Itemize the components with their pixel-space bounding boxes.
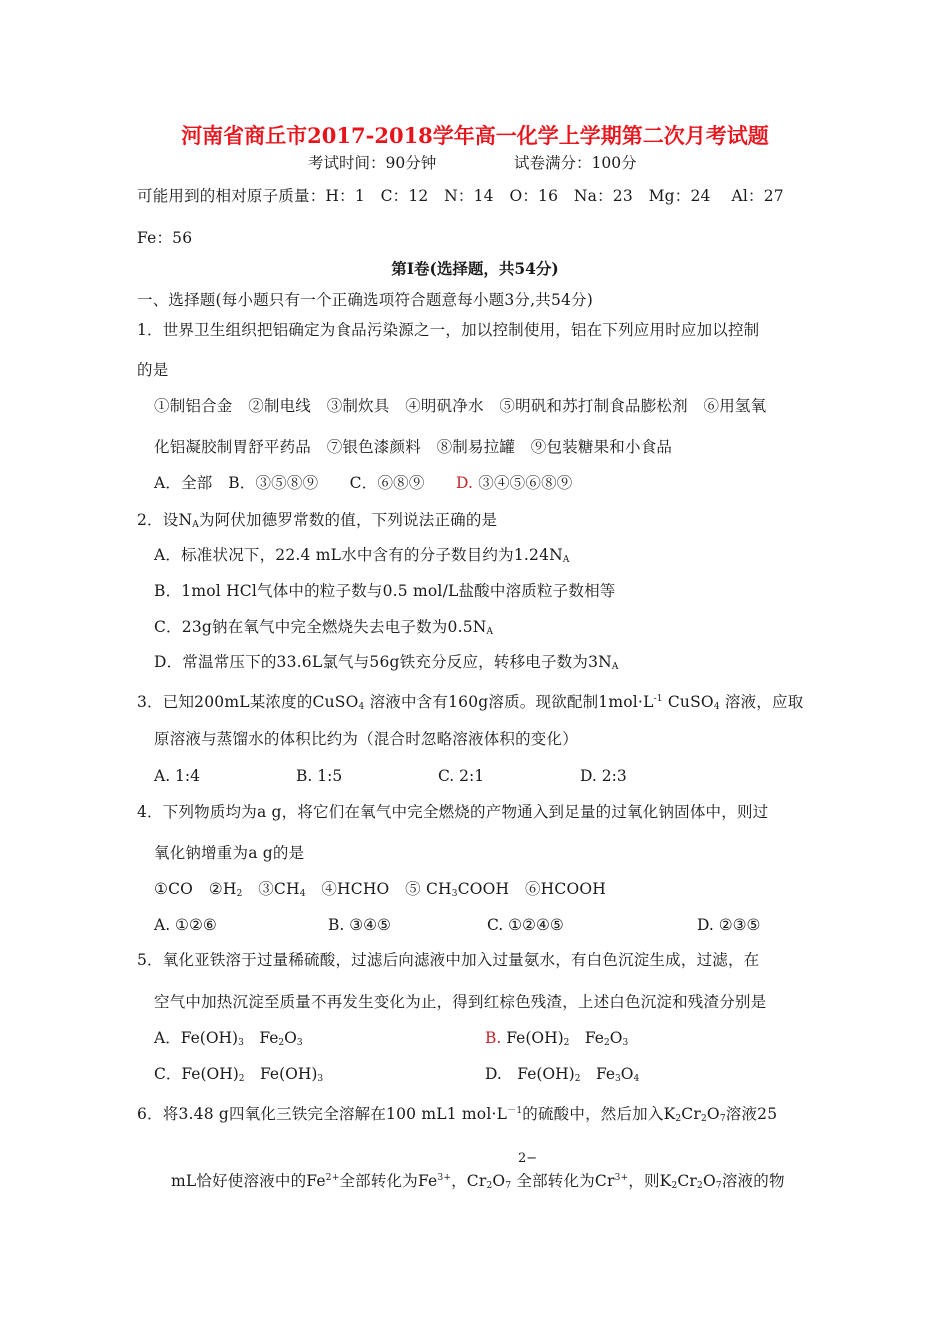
- q2-option-d-sub: A: [611, 662, 619, 672]
- q6-l2-sup2: 3+: [437, 1173, 452, 1183]
- q5-c2: Fe(OH): [244, 1065, 318, 1083]
- q2-option-a-text: A．标准状况下，22.4 mL水中含有的分子数目约为1.24N: [154, 546, 563, 564]
- q6-l2-s2: 7: [505, 1181, 512, 1191]
- q5-b2s1: 2: [603, 1038, 610, 1048]
- q4-stem-line-2: 氧化钠增重为a g的是: [154, 844, 305, 862]
- q6-l2-sup1: 2+: [325, 1173, 340, 1183]
- q5-b2: Fe: [569, 1029, 604, 1047]
- q5-b2s2: 3: [622, 1038, 629, 1048]
- q3-stem-sup: -1: [653, 694, 663, 704]
- q2-stem-sub: A: [192, 520, 199, 530]
- q4-list-b: ③CH: [242, 880, 300, 898]
- q6-dichromate-charge: 2−: [518, 1151, 538, 1166]
- full-score: 试卷满分：100分: [514, 154, 637, 172]
- q6-l2-s4: 2: [697, 1181, 703, 1191]
- q6-l1-a: 6．将3.48 g四氧化三铁完全溶解在100 mL1 mol·L: [137, 1105, 508, 1123]
- q5-d2: Fe: [580, 1065, 616, 1083]
- q1-stem-line-2: 的是: [137, 361, 169, 379]
- q1-options: [154, 473, 572, 493]
- q3-stem-s2: 4: [713, 702, 720, 712]
- q4-list-c: ④HCHO ⑤ CH: [305, 880, 452, 898]
- q3-option-b: B. 1:5: [296, 767, 343, 785]
- q6-l2-s5: 7: [715, 1181, 722, 1191]
- q3-option-a: A. 1:4: [154, 767, 200, 785]
- q6-l1-e: 溶液25: [725, 1105, 778, 1123]
- q5-a2m: O: [284, 1029, 297, 1047]
- q2-option-b: B．1mol HCl气体中的粒子数与0.5 mol/L盐酸中溶质粒子数相等: [154, 582, 616, 600]
- q4-option-c: C. ①②④⑤: [487, 916, 564, 934]
- q2-option-c: [154, 617, 493, 642]
- q1-option-d-text: ③④⑤⑥⑧⑨: [473, 474, 573, 492]
- q6-l1-s3: 7: [719, 1114, 726, 1124]
- q2-stem: [137, 510, 497, 535]
- q5-c1s: 2: [238, 1074, 245, 1084]
- q6-l1-s1: 2: [675, 1114, 682, 1124]
- q6-l1-b: 的硫酸中，然后加入K: [522, 1105, 676, 1123]
- q4-list-s3: 3: [451, 889, 458, 899]
- atomic-mass-line-2: Fe：56: [137, 229, 193, 247]
- q2-option-d: [154, 652, 619, 677]
- q2-option-c-sub: A: [486, 627, 494, 637]
- q5-a2: Fe: [243, 1029, 279, 1047]
- q1-list-line-1: ①制铝合金 ②制电线 ③制炊具 ④明矾净水 ⑤明矾和苏打制食品膨松剂 ⑥用氢氧: [154, 397, 767, 415]
- q1-stem-line-1: 1．世界卫生组织把铝确定为食品污染源之一，加以控制使用，铝在下列应用时应加以控制: [137, 321, 760, 339]
- q3-stem-c: CuSO: [662, 693, 714, 711]
- q6-l2-a: mL恰好使溶液中的Fe: [171, 1172, 326, 1190]
- q4-list-s1: 2: [236, 889, 243, 899]
- q3-option-c: C. 2:1: [438, 767, 485, 785]
- section-title: 第Ⅰ卷(选择题，共54分): [391, 259, 559, 278]
- q5-stem-line-1: 5．氧化亚铁溶于过量稀硫酸，过滤后向滤液中加入过量氨水，有白色沉淀生成，过滤，在: [137, 951, 760, 969]
- q5-option-b: [485, 1028, 628, 1053]
- q3-option-d: D. 2:3: [580, 767, 627, 785]
- q4-stem-line-1: 4．下列物质均为a g，将它们在氧气中完全燃烧的产物通入到足量的过氧化钠固体中，则过: [137, 803, 769, 821]
- q5-b1s: 2: [563, 1038, 570, 1048]
- q3-stem-line-2: 原溶液与蒸馏水的体积比约为（混合时忽略溶液体积的变化）: [154, 730, 578, 748]
- q6-l2-i: 溶液的物: [721, 1172, 785, 1190]
- q6-l2-h: O: [702, 1172, 716, 1190]
- q2-option-d-text: D．常温常压下的33.6L氯气与56g铁充分反应，转移电子数为3N: [154, 653, 612, 671]
- q6-l2-e: 全部转化为Cr: [511, 1172, 615, 1190]
- q5-b2m: O: [609, 1029, 623, 1047]
- q6-l2-f: ，则K: [628, 1172, 672, 1190]
- q4-option-b: B. ③④⑤: [328, 916, 391, 934]
- q5-b1: Fe(OH): [501, 1029, 564, 1047]
- q6-l1-c: Cr: [681, 1105, 701, 1123]
- q5-d2m: O: [620, 1065, 634, 1083]
- q5-c2s: 3: [317, 1074, 324, 1084]
- q5-a2s1: 2: [278, 1038, 285, 1048]
- q5-stem-line-2: 空气中加热沉淀至质量不再发生变化为止，得到红棕色残渣，上述白色沉淀和残渣分别是: [154, 993, 767, 1011]
- q6-l2-g: Cr: [677, 1172, 698, 1190]
- q4-option-d: D. ②③⑤: [697, 916, 761, 934]
- q6-l1-d: O: [706, 1105, 720, 1123]
- q5-option-a: [154, 1028, 303, 1053]
- q5-d2s1: 3: [615, 1074, 621, 1084]
- q5-c1: C．Fe(OH): [154, 1065, 239, 1083]
- exam-time: 考试时间：90分钟: [308, 154, 437, 172]
- q6-l2-s3: 2: [671, 1181, 678, 1191]
- q4-list-s2: 4: [299, 889, 306, 899]
- q5-a1s: 3: [238, 1038, 244, 1048]
- q5-option-b-label: B.: [485, 1029, 502, 1047]
- q4-list-a: ①CO ②H: [154, 880, 237, 898]
- q5-option-c: [154, 1064, 323, 1089]
- q2-option-a: [154, 545, 570, 570]
- q6-l2-d: O: [492, 1172, 506, 1190]
- q1-option-d-label: D.: [455, 474, 474, 492]
- q6-l2-sup3: 3+: [614, 1173, 629, 1183]
- q6-stem-line-2: [171, 1168, 785, 1196]
- q4-substance-list: [154, 879, 606, 904]
- q5-option-d: [485, 1064, 639, 1089]
- q2-option-a-sub: A: [562, 555, 570, 565]
- q4-option-a: A. ①②⑥: [154, 916, 217, 934]
- q3-stem-d: 溶液，应取: [719, 693, 804, 711]
- q5-a1: A．Fe(OH): [154, 1029, 239, 1047]
- q6-l2-s1: 2: [486, 1181, 493, 1191]
- q3-stem-a: 3．已知200mL某浓度的CuSO: [137, 693, 359, 711]
- q5-d1: D. Fe(OH): [485, 1065, 575, 1083]
- q2-stem-post: 为阿伏加德罗常数的值，下列说法正确的是: [198, 511, 498, 529]
- atomic-mass-line-1: 可能用到的相对原子质量：H：1 C：12 N：14 O：16 Na：23 Mg：24 Al：27: [137, 187, 784, 205]
- q5-d2s2: 4: [633, 1074, 640, 1084]
- q5-d1s: 2: [574, 1074, 581, 1084]
- q6-l2-b: 全部转化为Fe: [339, 1172, 438, 1190]
- q2-stem-pre: 2．设N: [137, 511, 193, 529]
- part-heading: 一、选择题(每小题只有一个正确选项符合题意每小题3分,共54分): [137, 291, 594, 309]
- q2-option-c-text: C．23g钠在氧气中完全燃烧失去电子数为0.5N: [154, 618, 487, 636]
- q6-stem-line-1: [137, 1101, 777, 1129]
- q5-a2s2: 3: [296, 1038, 303, 1048]
- q1-options-abc: A．全部 B．③⑤⑧⑨ C．⑥⑧⑨: [154, 474, 456, 492]
- q6-l2-c: ，Cr: [451, 1172, 487, 1190]
- q6-l1-s2: 2: [700, 1114, 707, 1124]
- q1-list-line-2: 化铝凝胶制胃舒平药品 ⑦银色漆颜料 ⑧制易拉罐 ⑨包装糖果和小食品: [154, 438, 673, 456]
- q6-l1-sup: －1: [507, 1106, 523, 1116]
- q3-stem-b: 溶液中含有160g溶质。现欲配制1mol·L: [364, 693, 654, 711]
- q3-stem-s1: 4: [358, 702, 365, 712]
- exam-title: 河南省商丘市2017-2018学年高一化学上学期第二次月考试题: [181, 123, 769, 148]
- q3-stem-line-1: [137, 689, 803, 717]
- q4-list-d: COOH ⑥HCOOH: [457, 880, 606, 898]
